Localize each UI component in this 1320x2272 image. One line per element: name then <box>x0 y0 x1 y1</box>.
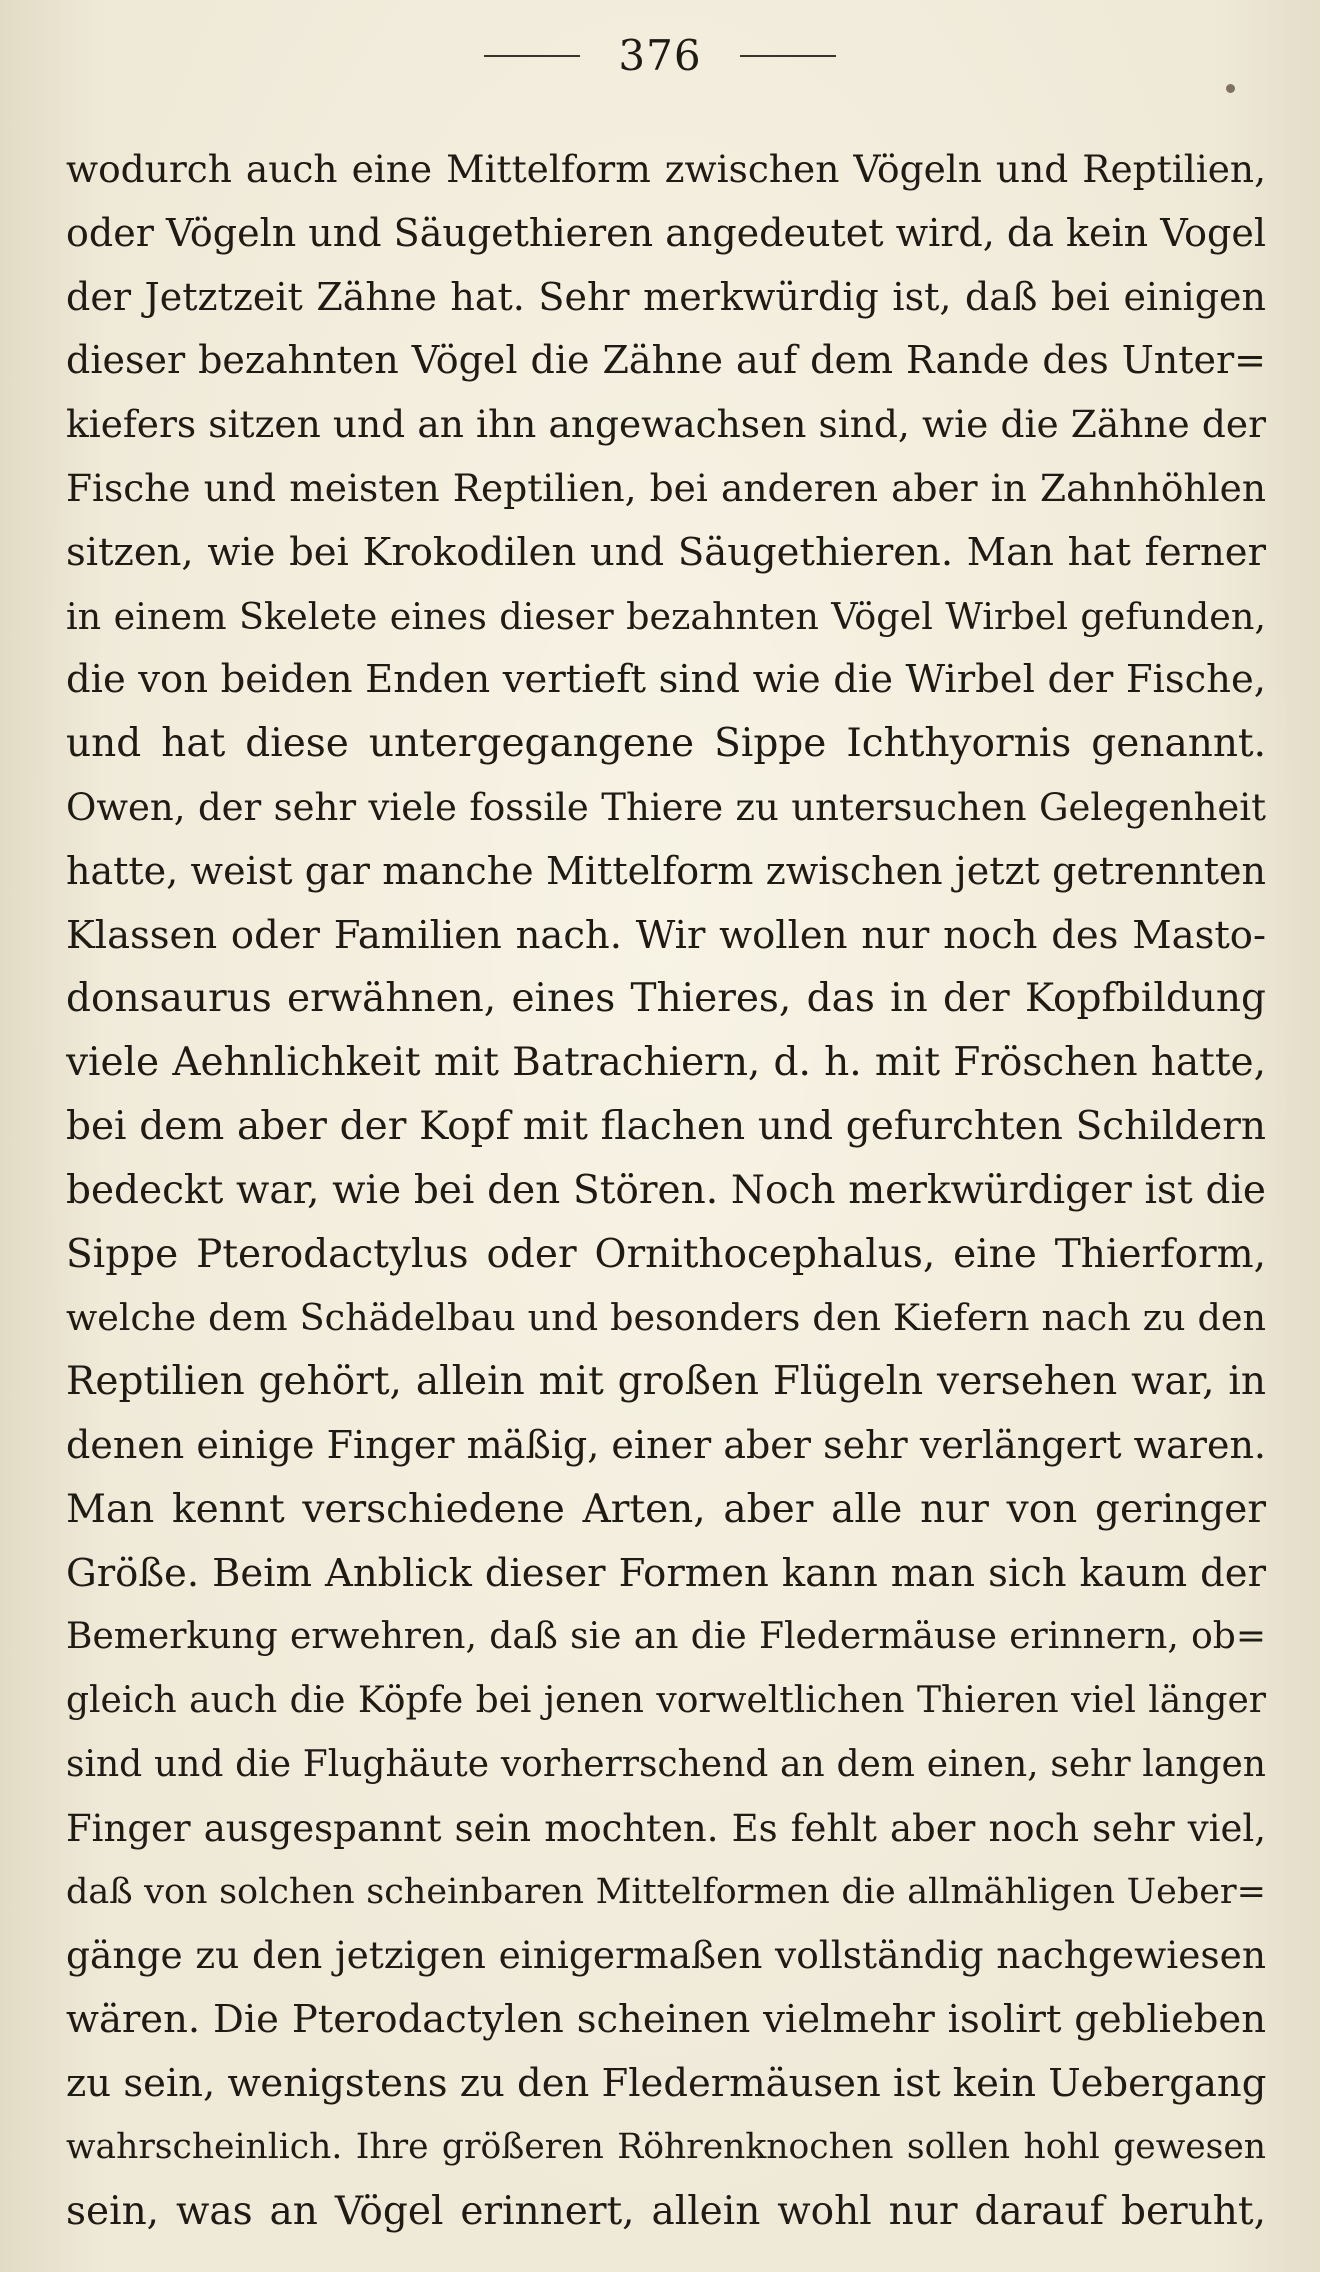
text-line: Klassen oder Familien nach. Wir wollen nur noch des Masto- <box>66 912 1266 958</box>
text-line: Größe. Beim Anblick dieser Formen kann man sich kaum der <box>66 1550 1266 1596</box>
text-line: Finger ausgespannt sein mochten. Es fehlt aber noch sehr viel, <box>66 1806 1266 1850</box>
text-line: welche dem Schädelbau und besonders den Kiefern nach zu den <box>66 1296 1266 1340</box>
text-line: Fische und meisten Reptilien, bei anderen aber in Zahnhöhlen <box>66 465 1266 510</box>
text-line: gleich auch die Köpfe bei jenen vorweltlichen Thieren viel länger <box>66 1680 1266 1722</box>
body-text <box>66 138 1266 2243</box>
text-line: hatte, weist gar manche Mittelform zwischen jetzt getrennten <box>66 848 1266 893</box>
text-line: donsaurus erwähnen, eines Thieres, das in der Kopfbildung <box>66 976 1266 1022</box>
header-rule-right <box>740 55 836 57</box>
text-line: daß von solchen scheinbaren Mittelformen die allmähligen Ueber= <box>66 1871 1266 1912</box>
text-line: denen einige Finger mäßig, einer aber sehr verlängert waren. <box>66 1422 1266 1467</box>
text-line: wahrscheinlich. Ihre größeren Röhrenknochen sollen hohl gewesen <box>66 2126 1266 2167</box>
text-line: sind und die Flughäute vorherrschend an dem einen, sehr langen <box>66 1743 1266 1785</box>
text-line: Reptilien gehört, allein mit großen Flügeln versehen war, in <box>66 1359 1266 1405</box>
text-line: oder Vögeln und Säugethieren angedeutet wird, da kein Vogel <box>66 210 1266 255</box>
page-number: 376 <box>618 31 702 80</box>
text-line: sein, was an Vögel erinnert, allein wohl nur darauf beruht, <box>66 2188 1266 2234</box>
text-line: Bemerkung erwehren, daß sie an die Fledermäuse erinnern, ob= <box>66 1616 1266 1658</box>
text-line: Sippe Pterodactylus oder Ornithocephalus, eine Thierform, <box>66 1231 1266 1277</box>
page-header <box>0 28 1320 84</box>
text-line: sitzen, wie bei Krokodilen und Säugethieren. Man hat ferner <box>66 529 1266 575</box>
text-line: die von beiden Enden vertieft sind wie die Wirbel der Fische, <box>66 657 1266 703</box>
text-line: in einem Skelete eines dieser bezahnten Vögel Wirbel gefunden, <box>66 594 1266 638</box>
text-line: viele Aehnlichkeit mit Batrachiern, d. h. mit Fröschen hatte, <box>66 1040 1266 1086</box>
text-line: und hat diese untergegangene Sippe Ichthyornis genannt. <box>66 721 1266 767</box>
text-line: wodurch auch eine Mittelform zwischen Vögeln und Reptilien, <box>66 147 1266 191</box>
ink-spot <box>1226 84 1235 93</box>
text-line: Owen, der sehr viele fossile Thiere zu untersuchen Gelegenheit <box>66 785 1266 829</box>
text-line: gänge zu den jetzigen einigermaßen vollständig nachgewiesen <box>66 1933 1266 1978</box>
text-line: bedeckt war, wie bei den Stören. Noch merkwürdiger ist die <box>66 1167 1266 1213</box>
text-line: bei dem aber der Kopf mit flachen und gefurchten Schildern <box>66 1103 1266 1149</box>
text-line: zu sein, wenigstens zu den Fledermäusen ist kein Uebergang <box>66 2060 1266 2106</box>
text-line: kiefers sitzen und an ihn angewachsen sind, wie die Zähne der <box>66 402 1266 447</box>
text-line: Man kennt verschiedene Arten, aber alle nur von geringer <box>66 1486 1266 1532</box>
text-line: dieser bezahnten Vögel die Zähne auf dem Rande des Unter= <box>66 338 1266 383</box>
text-line: der Jetztzeit Zähne hat. Sehr merkwürdig ist, daß bei einigen <box>66 274 1266 319</box>
header-rule-left <box>484 55 580 57</box>
text-line: wären. Die Pterodactylen scheinen vielmehr isolirt geblieben <box>66 1997 1266 2043</box>
